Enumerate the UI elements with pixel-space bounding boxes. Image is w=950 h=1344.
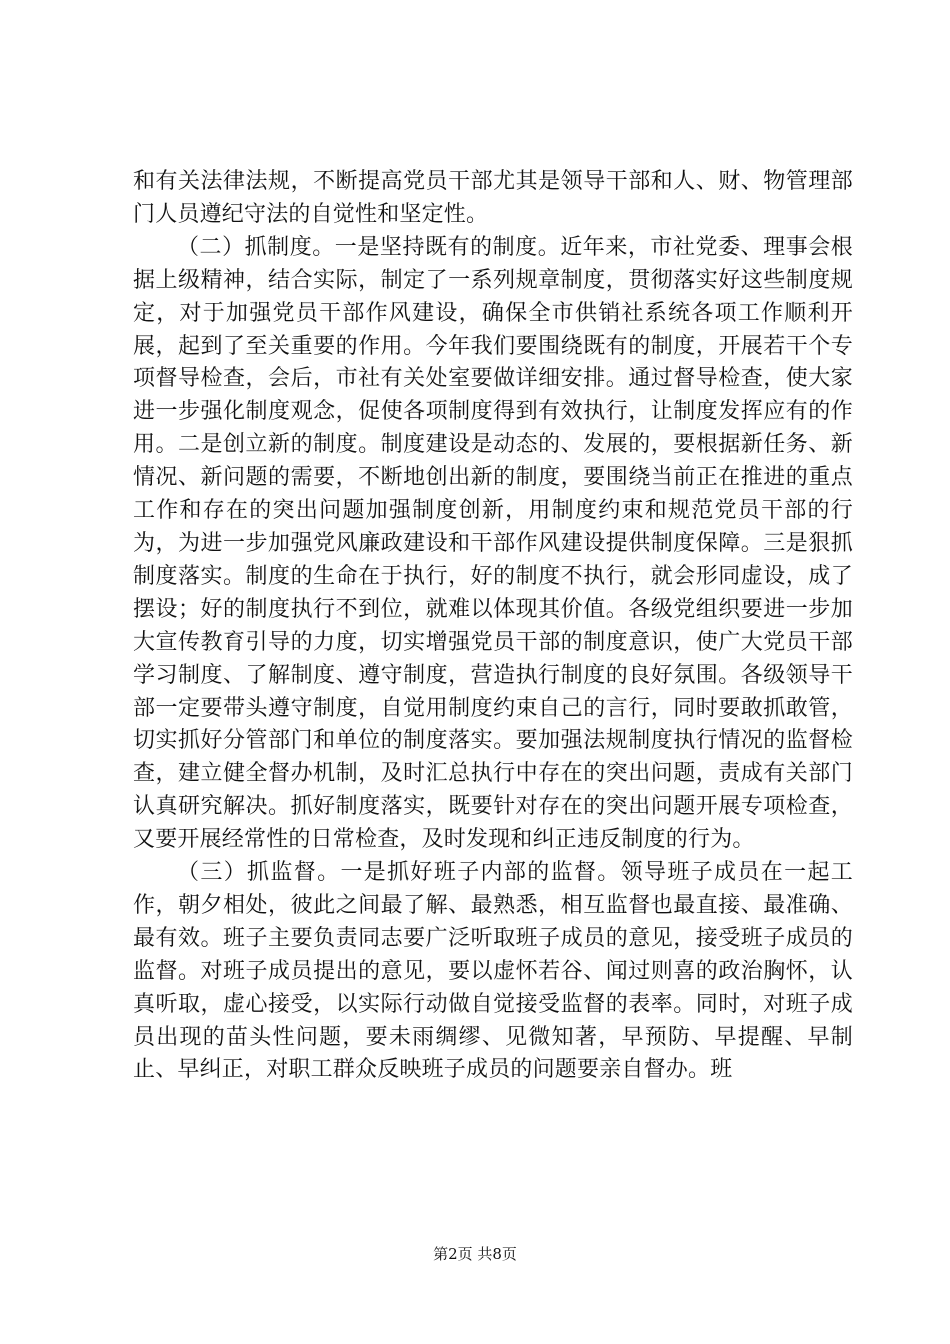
document-body — [133, 166, 853, 1087]
page-number-label: 第2页 共8页 — [433, 1245, 517, 1263]
page-footer — [0, 1244, 950, 1264]
paragraph-system-rules: （二）抓制度。一是坚持既有的制度。近年来，市社党委、理事会根据上级精神，结合实际，制定了一系列规章制度，贯彻落实好这些制度规定，对于加强党员干部作风建设，确保全市供销社系统各项工作顺利开展，起到了至关重要的作用。今年我们要围绕既有的制度，开展若干个专项督导检查，会后，市社有关处室要做详细安排。通过督导检查，使大家进一步强化制度观念，促使各项制度得到有效执行，让制度发挥应有的作用。二是创立新的制度。制度建设是动态的、发展的，要根据新任务、新情况、新问题的需要，不断地创出新的制度，要围绕当前正在推进的重点工作和存在的突出问题加强制度创新，用制度约束和规范党员干部的行为，为进一步加强党风廉政建设和干部作风建设提供制度保障。三是狠抓制度落实。制度的生命在于执行，好的制度不执行，就会形同虚设，成了摆设；好的制度执行不到位，就难以体现其价值。各级党组织要进一步加大宣传教育引导的力度，切实增强党员干部的制度意识，使广大党员干部学习制度、了解制度、遵守制度，营造执行制度的良好氛围。各级领导干部一定要带头遵守制度，自觉用制度约束自己的言行，同时要敢抓敢管，切实抓好分管部门和单位的制度落实。要加强法规制度执行情况的监督检查，建立健全督办机制，及时汇总执行中存在的突出问题，责成有关部门认真研究解决。抓好制度落实，既要针对存在的突出问题开展专项检查，又要开展经常性的日常检查，及时发现和纠正违反制度的行为。 — [133, 234, 853, 853]
paragraph-continuation: 和有关法律法规，不断提高党员干部尤其是领导干部和人、财、物管理部门人员遵纪守法的自觉性和坚定性。 — [133, 169, 853, 227]
paragraph-supervision: （三）抓监督。一是抓好班子内部的监督。领导班子成员在一起工作，朝夕相处，彼此之间最了解、最熟悉，相互监督也最直接、最准确、最有效。班子主要负责同志要广泛听取班子成员的意见，接受班子成员的监督。对班子成员提出的意见，要以虚怀若谷、闻过则喜的政治胸怀，认真听取，虚心接受，以实际行动做自觉接受监督的表率。同时，对班子成员出现的苗头性问题，要未雨绸缪、见微知著，早预防、早提醒、早制止、早纠正，对职工群众反映班子成员的问题要亲自督办。班 — [133, 860, 853, 1083]
